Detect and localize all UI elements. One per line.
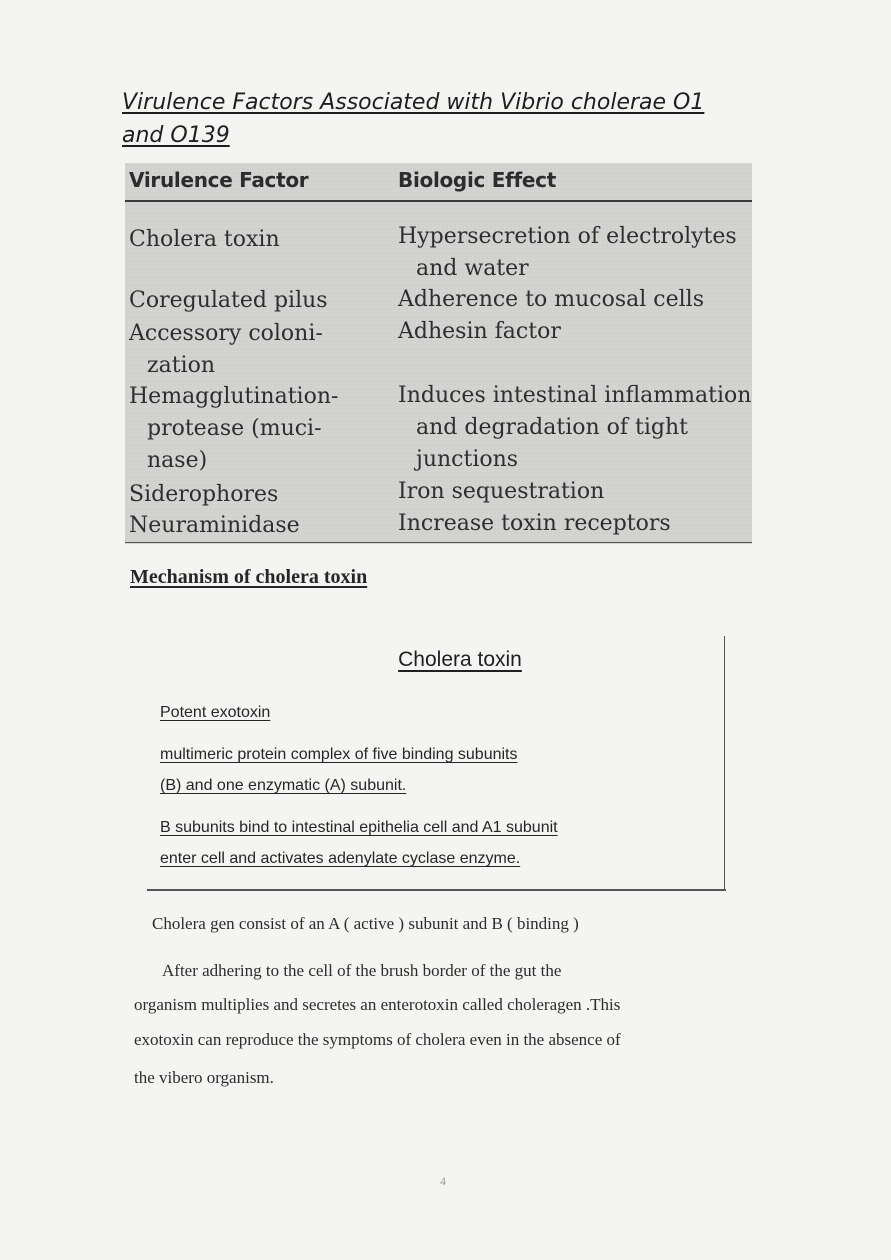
box-point-2-line-1: B subunits bind to intestinal epithelia cell and A1 subunit [160, 819, 558, 836]
table-cell-effect: Induces intestinal inflammation and degradation of tight junctions [398, 383, 752, 472]
table-cell-factor: Coregulated pilus [129, 288, 328, 313]
table-cell-factor: Cholera toxin [129, 227, 280, 252]
table-cell-effect: Hypersecretion of electrolytes and water [398, 224, 737, 281]
page-number: 4 [440, 1174, 446, 1188]
table-cell-effect: Adherence to mucosal cells [398, 287, 705, 312]
box-point-2-line-2: enter cell and activates adenylate cyclase enzyme. [160, 850, 521, 867]
document-title [122, 86, 762, 152]
box-right-border [724, 636, 725, 890]
paragraph-2-line-4: the vibero organism. [134, 1068, 274, 1087]
table-cell-factor: Neuraminidase [129, 513, 300, 538]
mechanism-heading: Mechanism of cholera toxin [130, 566, 368, 588]
table-cell-factor: Siderophores [129, 482, 279, 507]
virulence-table [125, 163, 752, 544]
header-virulence-factor: Virulence Factor [129, 168, 309, 192]
paragraph-2-line-3: exotoxin can reproduce the symptoms of cholera even in the absence of [134, 1030, 621, 1049]
table-cell-effect: Adhesin factor [398, 319, 561, 344]
box-title: Cholera toxin [398, 648, 522, 671]
title-line-2: and O139 [122, 123, 230, 148]
table-cell-factor: Accessory coloni- zation [129, 321, 323, 378]
table-bottom-rule [125, 542, 752, 543]
title-line-1: Virulence Factors Associated with Vibrio cholerae O1 [122, 90, 705, 115]
table-cell-effect: Iron sequestration [398, 479, 605, 504]
header-biologic-effect: Biologic Effect [398, 168, 556, 192]
paragraph-2-line-2: organism multiplies and secretes an enterotoxin called choleragen .This [134, 995, 621, 1014]
box-point-1-line-1: multimeric protein complex of five binding subunits [160, 746, 518, 763]
paragraph-2-line-1: After adhering to the cell of the brush border of the gut the [162, 961, 562, 980]
table-header [125, 163, 752, 202]
box-bottom-border [147, 889, 726, 891]
box-subtitle: Potent exotoxin [160, 704, 271, 721]
table-cell-factor: Hemagglutination- protease (muci- nase) [129, 384, 339, 473]
box-point-1-line-2: (B) and one enzymatic (A) subunit. [160, 777, 407, 794]
paragraph-1: Cholera gen consist of an A ( active ) subunit and B ( binding ) [152, 914, 579, 933]
table-cell-effect: Increase toxin receptors [398, 511, 671, 536]
